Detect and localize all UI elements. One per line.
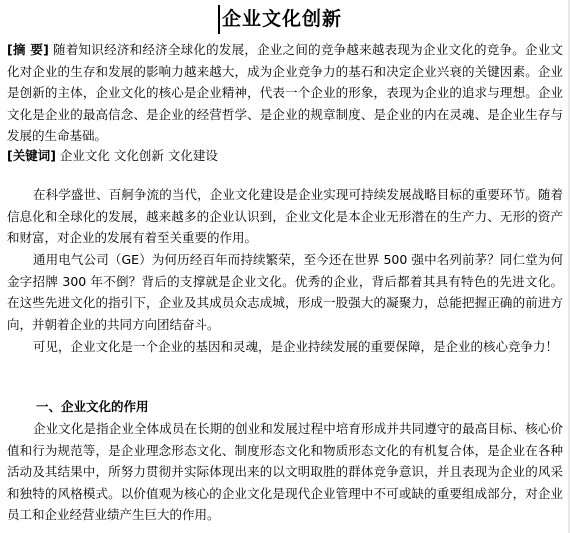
- keywords-label: [关键词]: [7, 148, 56, 163]
- document-title: 企业文化创新: [222, 8, 343, 30]
- keywords-paragraph: [7, 145, 563, 167]
- body-paragraph-2: 通用电气公司（GE）为何历经百年而持续繁荣，至今还在世界 500 强中名列前茅？同仁堂为何金字招牌 300 年不倒？背后的支撑就是企业文化。优秀的企业，背后都着其具有特色的先进文化。在这些先进文化的指引下，企业及其成员众志成城，形成一股强大的凝聚力，总能把握正确的前进方向，并朝着企业的共同方向团结奋斗。: [7, 252, 563, 332]
- keywords-text: 企业文化 文化创新 文化建设: [59, 148, 218, 163]
- section-paragraph: 企业文化是指企业全体成员在长期的创业和发展过程中培育形成并共同遵守的最高目标、核心价值和行为规范等，是企业理念形态文化、制度形态文化和物质形态文化的有机复合体，是企业在各种活动及其结果中，所努力贯彻并实际体现出来的以文明取胜的群体竞争意识，并且表现为企业的风采和独特的风格模式。以价值观为核心的企业文化是现代企业管理中不可或缺的重要组成部分，对企业员工和企业经营业绩产生巨大的作用。: [7, 421, 563, 523]
- body-paragraph-3: 可见，企业文化是一个企业的基因和灵魂，是企业持续发展的重要保障，是企业的核心竞争力！: [33, 339, 559, 354]
- body-paragraph-1: 在科学盛世、百舸争流的当代，企业文化建设是企业实现可持续发展战略目标的重要环节。随着信息化和全球化的发展，越来越多的企业认识到，企业文化是本企业无形潜在的生产力、无形的资产和财富，对企业的发展有着至关重要的作用。: [7, 187, 563, 246]
- abstract-paragraph: [7, 39, 563, 147]
- abstract-label: [摘 要]: [7, 42, 49, 57]
- text-cursor: [218, 5, 220, 34]
- section-heading: 一、企业文化的作用: [36, 399, 149, 414]
- abstract-text: 随着知识经济和经济全球化的发展，企业之间的竞争越来越表现为企业文化的竞争。企业文化对企业的生存和发展的影响力越来越大，成为企业竞争力的基石和决定企业兴衰的关键因素。企业是创新的主体，企业文化的核心是企业精神，代表一个企业的形象，表现为企业的追求与理想。企业文化是企业的最高信念、是企业的经营哲学、是企业的规章制度、是企业的内在灵魂、是企业生存与发展的生命基础。: [7, 42, 563, 144]
